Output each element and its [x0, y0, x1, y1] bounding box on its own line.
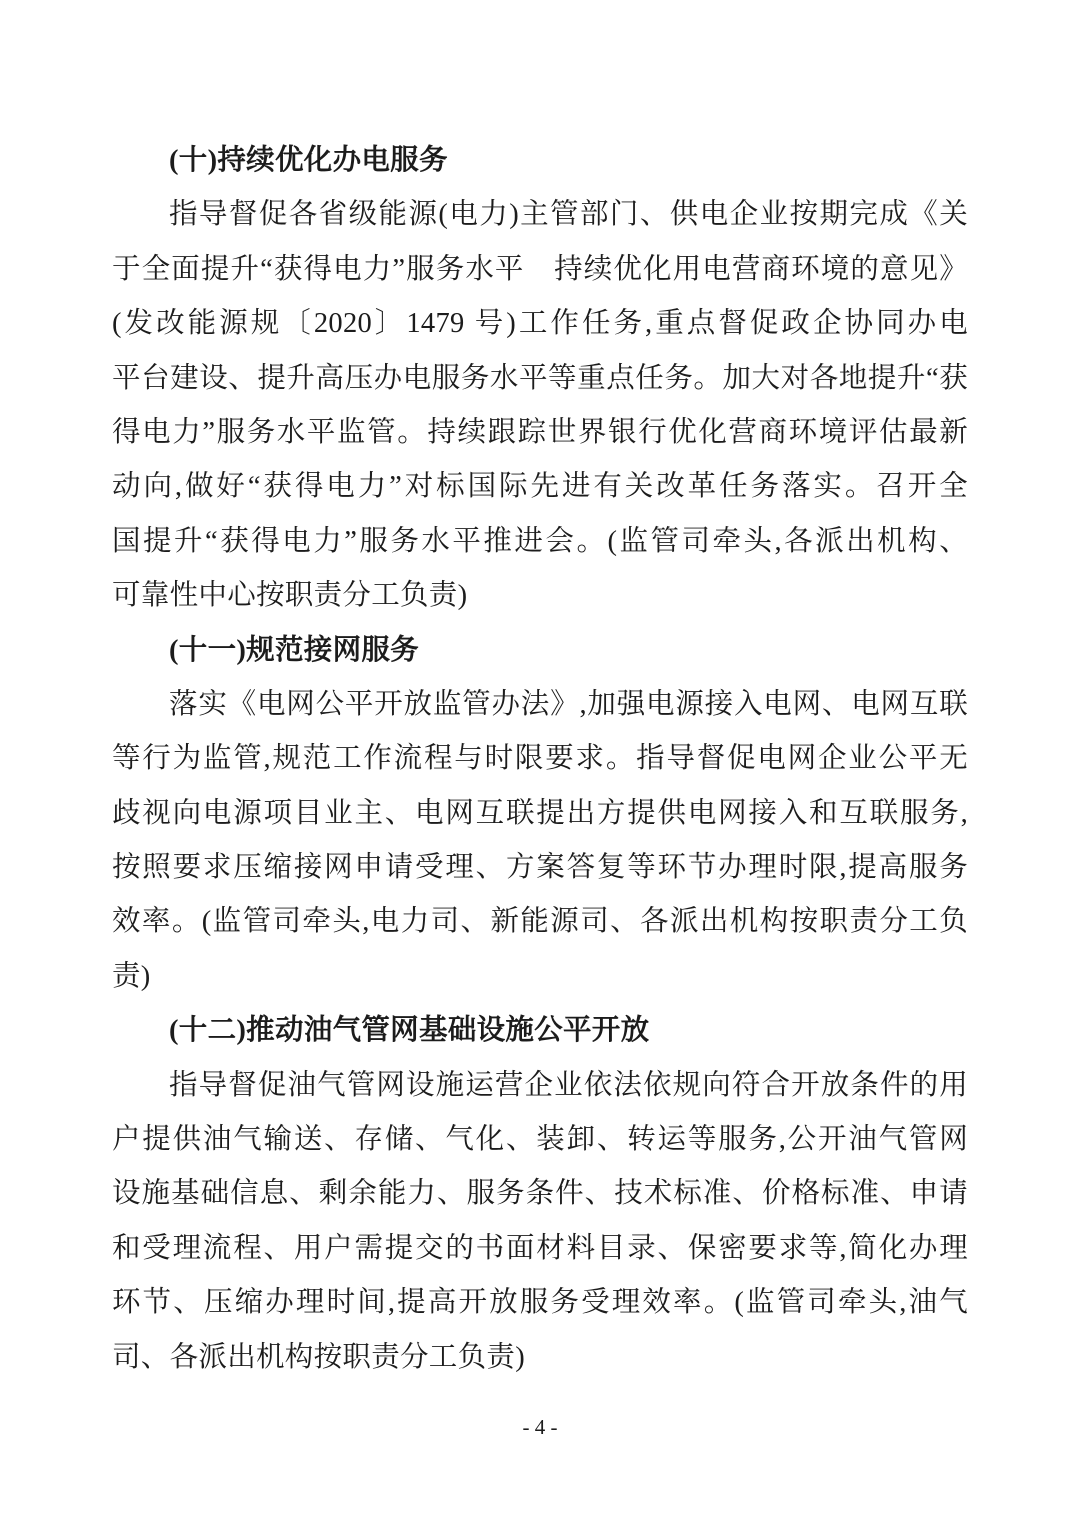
text-line: 设施基础信息、剩余能力、服务条件、技术标准、价格标准、申请	[112, 1178, 968, 1210]
page-number: - 4 -	[522, 1415, 558, 1439]
text-line: 国提升“获得电力”服务水平推进会。(监管司牵头,各派出机构、	[112, 525, 968, 557]
text-line: 等行为监管,规范工作流程与时限要求。指导督促电网企业公平无	[112, 743, 968, 775]
text-line: 指导督促油气管网设施运营企业依法依规向符合开放条件的用	[169, 1069, 968, 1101]
section-heading-11: (十一)规范接网服务	[169, 634, 419, 666]
section-heading-10: (十)持续优化办电服务	[169, 145, 448, 176]
text-line: 环节、压缩办理时间,提高开放服务受理效率。(监管司牵头,油气	[112, 1287, 968, 1319]
text-line: 和受理流程、用户需提交的书面材料目录、保密要求等,简化办理	[112, 1232, 968, 1264]
text-line: 可靠性中心按职责分工负责)	[112, 580, 468, 612]
text-line: 指导督促各省级能源(电力)主管部门、供电企业按期完成《关	[169, 199, 968, 231]
text-line: 得电力”服务水平监管。持续跟踪世界银行优化营商环境评估最新	[112, 416, 968, 448]
section-heading-12: (十二)推动油气管网基础设施公平开放	[169, 1015, 650, 1047]
document-body	[112, 134, 968, 1385]
text-line: 平台建设、提升高压办电服务水平等重点任务。加大对各地提升“获	[112, 362, 968, 394]
text-line: 落实《电网公平开放监管办法》,加强电源接入电网、电网互联	[169, 688, 968, 720]
text-line: 户提供油气输送、存储、气化、装卸、转运等服务,公开油气管网	[112, 1124, 968, 1156]
text-line: 责)	[112, 960, 151, 992]
text-line: 按照要求压缩接网申请受理、方案答复等环节办理时限,提高服务	[112, 852, 968, 884]
text-line: 于全面提升“获得电力”服务水平 持续优化用电营商环境的意见》	[112, 253, 968, 285]
text-line: 效率。(监管司牵头,电力司、新能源司、各派出机构按职责分工负	[112, 906, 968, 938]
text-line: 歧视向电源项目业主、电网互联提出方提供电网接入和互联服务,	[112, 797, 968, 829]
text-line: 动向,做好“获得电力”对标国际先进有关改革任务落实。召开全	[112, 471, 968, 503]
text-line: (发改能源规〔2020〕1479 号)工作任务,重点督促政企协同办电	[112, 308, 968, 340]
text-line: 司、各派出机构按职责分工负责)	[112, 1341, 525, 1373]
